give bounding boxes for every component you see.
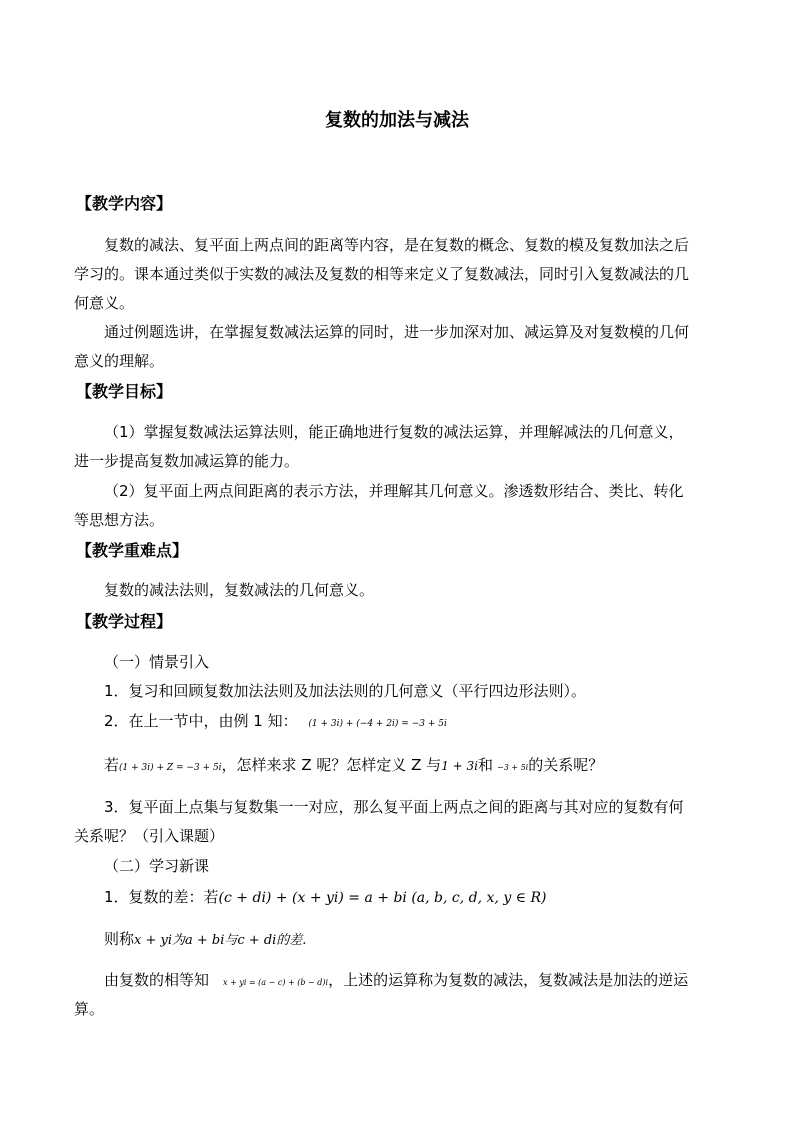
definition-difference xyxy=(104,887,547,908)
intro-question-suffix: 的关系呢？ xyxy=(528,756,604,774)
intro-question-mid: ，怎样来求 Z 呢？怎样定义 Z 与 xyxy=(221,756,442,774)
subsection-intro: （一）情景引入 xyxy=(104,653,210,671)
equality-statement-line-2: 算。 xyxy=(74,1000,105,1018)
intro-question-prefix: 若 xyxy=(104,756,120,774)
keypoints-text: 复数的减法法则，复数减法的几何意义。 xyxy=(104,581,375,599)
intro-question-and: 和 xyxy=(477,756,493,774)
intro-item-3-line-2: 关系呢？（引入课题） xyxy=(74,827,225,845)
definition-naming-formula: x + yi为a + bi与c + di的差. xyxy=(134,933,307,948)
intro-question-formula-2: 1 + 3i xyxy=(441,759,478,773)
document-title: 复数的加法与减法 xyxy=(325,110,469,131)
intro-question-formula-3: −3 + 5i xyxy=(497,763,529,772)
goal-1-line-1: （1）掌握复数减法运算法则，能正确地进行复数的减法运算，并理解减法的几何意义， xyxy=(104,423,684,441)
definition-difference-formula: (c + di) + (x + yi) = a + bi (a, b, c, d, x, y ∈ R) xyxy=(218,890,547,906)
definition-naming xyxy=(104,929,306,951)
equality-statement xyxy=(104,970,688,993)
content-paragraph-2-line-1: 通过例题选讲，在掌握复数减法运算的同时，进一步加深对加、减运算及对复数模的几何 xyxy=(104,323,690,341)
content-paragraph-2-line-2: 意义的理解。 xyxy=(74,352,165,370)
definition-naming-prefix: 则称 xyxy=(104,930,135,948)
intro-item-2-formula: (1 + 3i) + (−4 + 2i) = −3 + 5i xyxy=(308,719,447,729)
intro-item-3-line-1: 3．复平面上点集与复数集一一对应，那么复平面上两点之间的距离与其对应的复数有何 xyxy=(104,798,684,816)
intro-item-1: 1．复习和回顾复数加法法则及加法法则的几何意义（平行四边形法则）。 xyxy=(104,682,587,700)
intro-item-2 xyxy=(104,711,447,734)
definition-difference-text: 1．复数的差：若 xyxy=(104,888,219,906)
section-heading-process: 【教学过程】 xyxy=(76,612,173,631)
equality-statement-prefix: 由复数的相等知 xyxy=(104,971,210,989)
section-heading-content: 【教学内容】 xyxy=(76,194,173,213)
goal-1-line-2: 进一步提高复数加减运算的能力。 xyxy=(74,452,300,470)
content-paragraph-1-line-3: 何意义。 xyxy=(74,294,135,312)
goal-2-line-2: 等思想方法。 xyxy=(74,511,165,529)
subsection-new-lesson: （二）学习新课 xyxy=(104,857,210,875)
intro-question-formula-1: (1 + 3i) + Z = −3 + 5i xyxy=(119,763,222,773)
equality-statement-suffix: ，上述的运算称为复数的减法，复数减法是加法的逆运 xyxy=(328,971,689,989)
section-heading-keypoints: 【教学重难点】 xyxy=(76,541,189,560)
content-paragraph-1-line-2: 学习的。课本通过类似于实数的减法及复数的相等来定义了复数减法，同时引入复数减法的几 xyxy=(74,265,690,283)
intro-item-2-text: 2．在上一节中，由例 1 知： xyxy=(104,712,298,730)
section-heading-goals: 【教学目标】 xyxy=(76,382,173,401)
intro-question xyxy=(104,755,603,778)
content-paragraph-1-line-1: 复数的减法、复平面上两点间的距离等内容，是在复数的概念、复数的模及复数加法之后 xyxy=(104,236,690,254)
goal-2-line-1: （2）复平面上两点间距离的表示方法，并理解其几何意义。渗透数形结合、类比、转化 xyxy=(104,482,684,500)
equality-statement-formula: x + yi = (a − c) + (b − d)i xyxy=(223,978,329,987)
